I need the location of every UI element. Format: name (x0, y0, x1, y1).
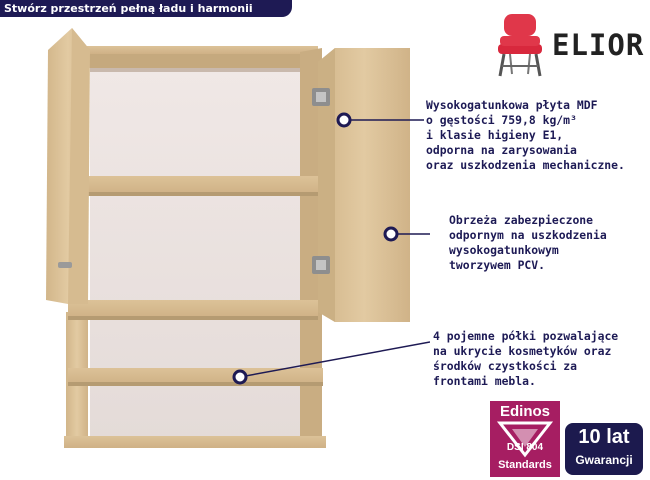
brand-name: ELIOR (552, 28, 645, 62)
chair-icon (490, 10, 550, 78)
feature-edges: Obrzeża zabezpieczone odpornym na uszkodzenia wysokogatunkowym tworzywem PCV. (449, 213, 607, 272)
callout-dot-shelves (234, 371, 246, 383)
feature-mdf: Wysokogatunkowa płyta MDF o gęstości 759,8 kg/m³ i klasie higieny E1, odporna na zarysowania oraz uszkodzenia mechaniczne. (426, 98, 625, 172)
warranty-years: 10 lat (578, 426, 630, 448)
feature-shelves: 4 pojemne półki pozwalające na ukrycie kosmetyków oraz środków czystkości za frontami mebla. (433, 329, 619, 388)
callout-dot-mdf (338, 114, 350, 126)
headline-text: Stwórz przestrzeń pełną ładu i harmonii (4, 2, 253, 15)
edinos-name: Edinos (499, 403, 550, 420)
callout-dot-edges (385, 228, 397, 240)
shield-icon (490, 421, 560, 461)
brand-logo (490, 10, 645, 78)
edinos-cert: DSI 804 (506, 442, 544, 453)
warranty-label: Gwarancji (575, 453, 633, 467)
edinos-badge (490, 401, 560, 477)
edinos-label: Standards (498, 459, 552, 471)
warranty-badge (565, 423, 643, 475)
